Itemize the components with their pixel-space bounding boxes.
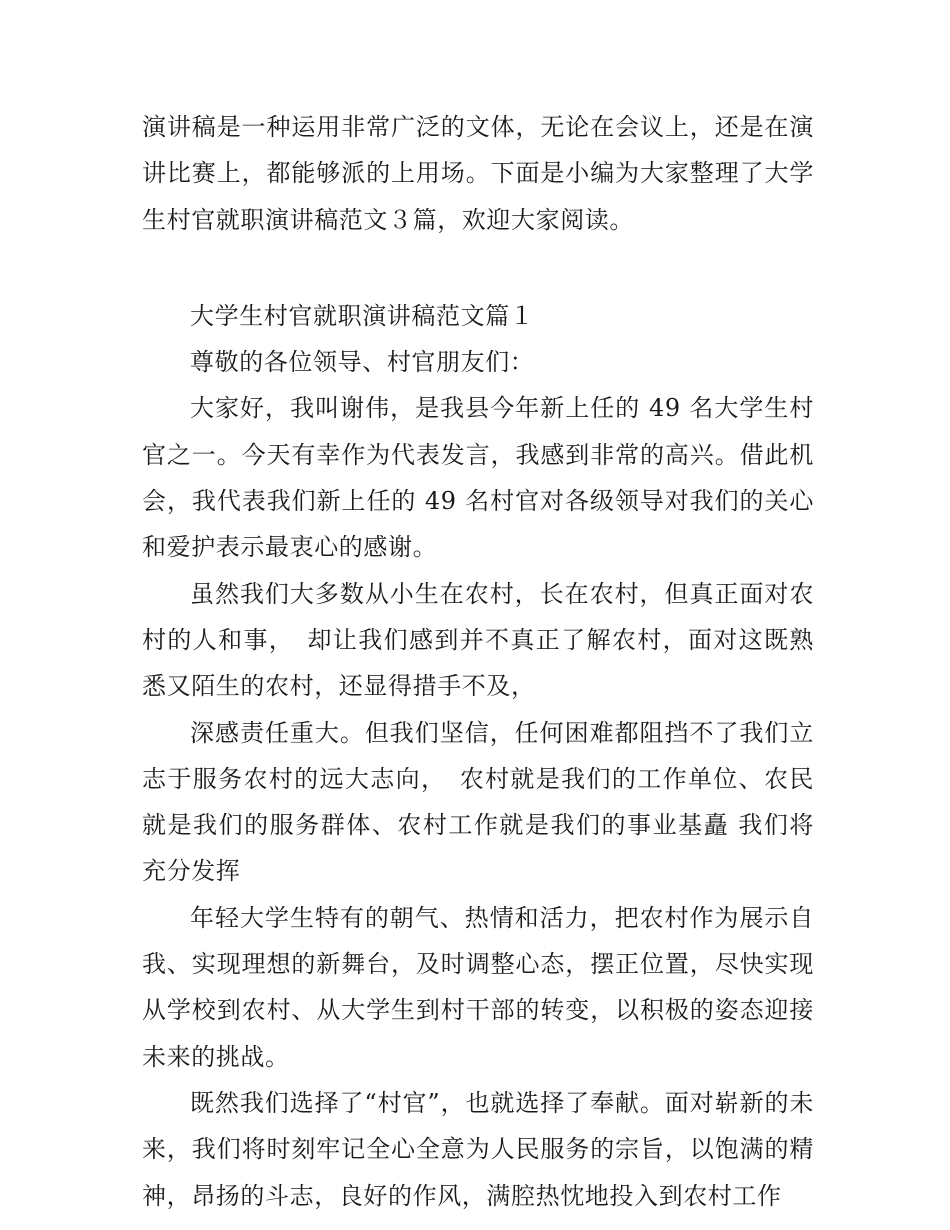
document-page: [142, 104, 814, 1219]
section-heading: 大学生村官就职演讲稿范文篇１: [190, 301, 535, 330]
body-paragraph-4: 年轻大学生特有的朝气、热情和活力，把农村作为展示自我、实现理想的新舞台，及时调整心态，摆正位置，尽快实现从学校到农村、从大学生到村干部的转变，以积极的姿态迎接未来的挑战。: [142, 903, 814, 1071]
greeting-line: 尊敬的各位领导、村官朋友们：: [190, 348, 535, 377]
body-paragraph-5: 既然我们选择了“村官”，也就选择了奉献。面对崭新的未来，我们将时刻牢记全心全意为人民服务的宗旨，以饱满的精神，昂扬的斗志，良好的作风，满腔热忱地投入到农村工作: [142, 1088, 814, 1210]
body-paragraph-2: 虽然我们大多数从小生在农村，长在农村，但真正面对农村的人和事， 却让我们感到并不真正了解农村，面对这既熟悉又陌生的农村，还显得措手不及，: [142, 579, 814, 701]
body-paragraph-3: 深感责任重大。但我们坚信，任何困难都阻挡不了我们立志于服务农村的远大志向， 农村就是我们的工作单位、农民就是我们的服务群体、农村工作就是我们的事业基矗 我们将充分发挥: [142, 718, 814, 886]
intro-paragraph: 演讲稿是一种运用非常广泛的文体，无论在会议上，还是在演讲比赛上，都能够派的上用场。下面是小编为大家整理了大学生村官就职演讲稿范文３篇，欢迎大家阅读。: [142, 113, 814, 234]
body-paragraph-1: 大家好，我叫谢伟，是我县今年新上任的 49 名大学生村官之一。今天有幸作为代表发言，我感到非常的高兴。借此机会，我代表我们新上任的 49 名村官对各级领导对我们的关心和爱护表示最衷心的感谢。: [142, 394, 814, 562]
